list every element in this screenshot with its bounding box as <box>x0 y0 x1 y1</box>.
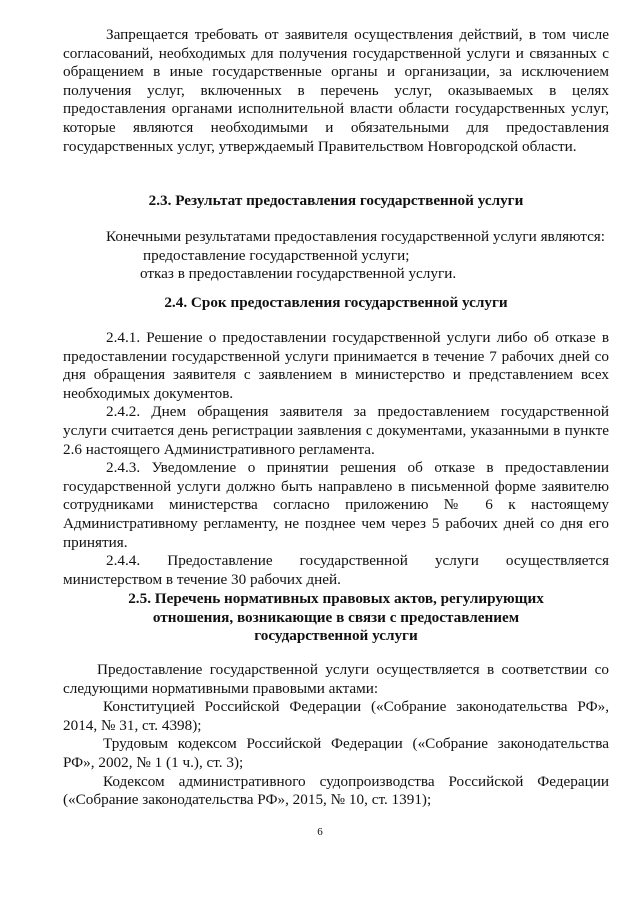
clause-2-4-2: 2.4.2. Днем обращения заявителя за предоставлением государственной услуги считается день регистрации заявления с документами, указанными в пункте 2.6 настоящего Административного регламента. <box>63 403 609 458</box>
result-item: предоставление государственной услуги; <box>143 246 410 264</box>
intro-paragraph: Запрещается требовать от заявителя осуществления действий, в том числе согласований, необходимых для получения государственной услуги и связанных с обращением в иные государственные органы и организации, за исключением получения услуг, включенных в перечень услуг, оказываемых в целях предоставления органами исполнительной власти области государственных услуг, которые являются необходимыми и обязательными для предоставления государственных услуг, утверждаемый Правительством Новгородской области. <box>63 26 609 155</box>
section-2-3-body <box>63 228 609 284</box>
clause-2-4-3: 2.4.3. Уведомление о принятии решения об отказе в предоставлении государственной услуги должно быть направлено в письменной форме заявителю сотрудниками министерства согласно приложению № 6 к настоящему Административному регламенту, не позднее чем через 5 рабочих дней со дня его принятия. <box>63 459 609 551</box>
clause-2-4-1: 2.4.1. Решение о предоставлении государственной услуги либо об отказе в предоставлении государственной услуги принимается в течение 7 рабочих дней со дня обращения заявителя с заявлением в министерство и представлением всех необходимых документов. <box>63 329 609 402</box>
intro-block <box>63 26 609 156</box>
legal-act-item: Кодексом административного судопроизводства Российской Федерации («Собрание законодательства РФ», 2015, № 10, ст. 1391); <box>63 772 609 809</box>
section-2-5-heading-line: 2.5. Перечень нормативных правовых актов, регулирующих <box>128 590 544 607</box>
page-number: 6 <box>317 826 323 838</box>
result-item: отказ в предоставлении государственной услуги. <box>140 265 457 283</box>
section-2-5-heading-line: государственной услуги <box>254 627 418 645</box>
legal-act-item: Конституцией Российской Федерации («Собрание законодательства РФ», 2014, № 31, ст. 4398); <box>63 698 609 734</box>
clause-2-4-4: 2.4.4. Предоставление государственной услуги осуществляется министерством в течение 30 рабочих дней. <box>63 552 609 588</box>
section-2-4-heading: 2.4. Срок предоставления государственной услуги <box>164 294 508 311</box>
section-2-5-heading-line: отношения, возникающие в связи с предоставлением <box>152 608 520 626</box>
section-2-4-body <box>63 329 609 589</box>
results-lead: Конечными результатами предоставления государственной услуги являются: <box>106 228 606 245</box>
section-2-5-heading <box>63 590 609 646</box>
legal-act-item: Трудовым кодексом Российской Федерации («Собрание законодательства РФ», 2002, № 1 (1 ч.), ст. 3); <box>63 735 609 771</box>
section-2-5-body <box>63 661 609 810</box>
acts-lead: Предоставление государственной услуги осуществляется в соответствии со следующими нормативными правовыми актами: <box>63 661 609 697</box>
section-2-3-heading: 2.3. Результат предоставления государственной услуги <box>148 192 524 209</box>
